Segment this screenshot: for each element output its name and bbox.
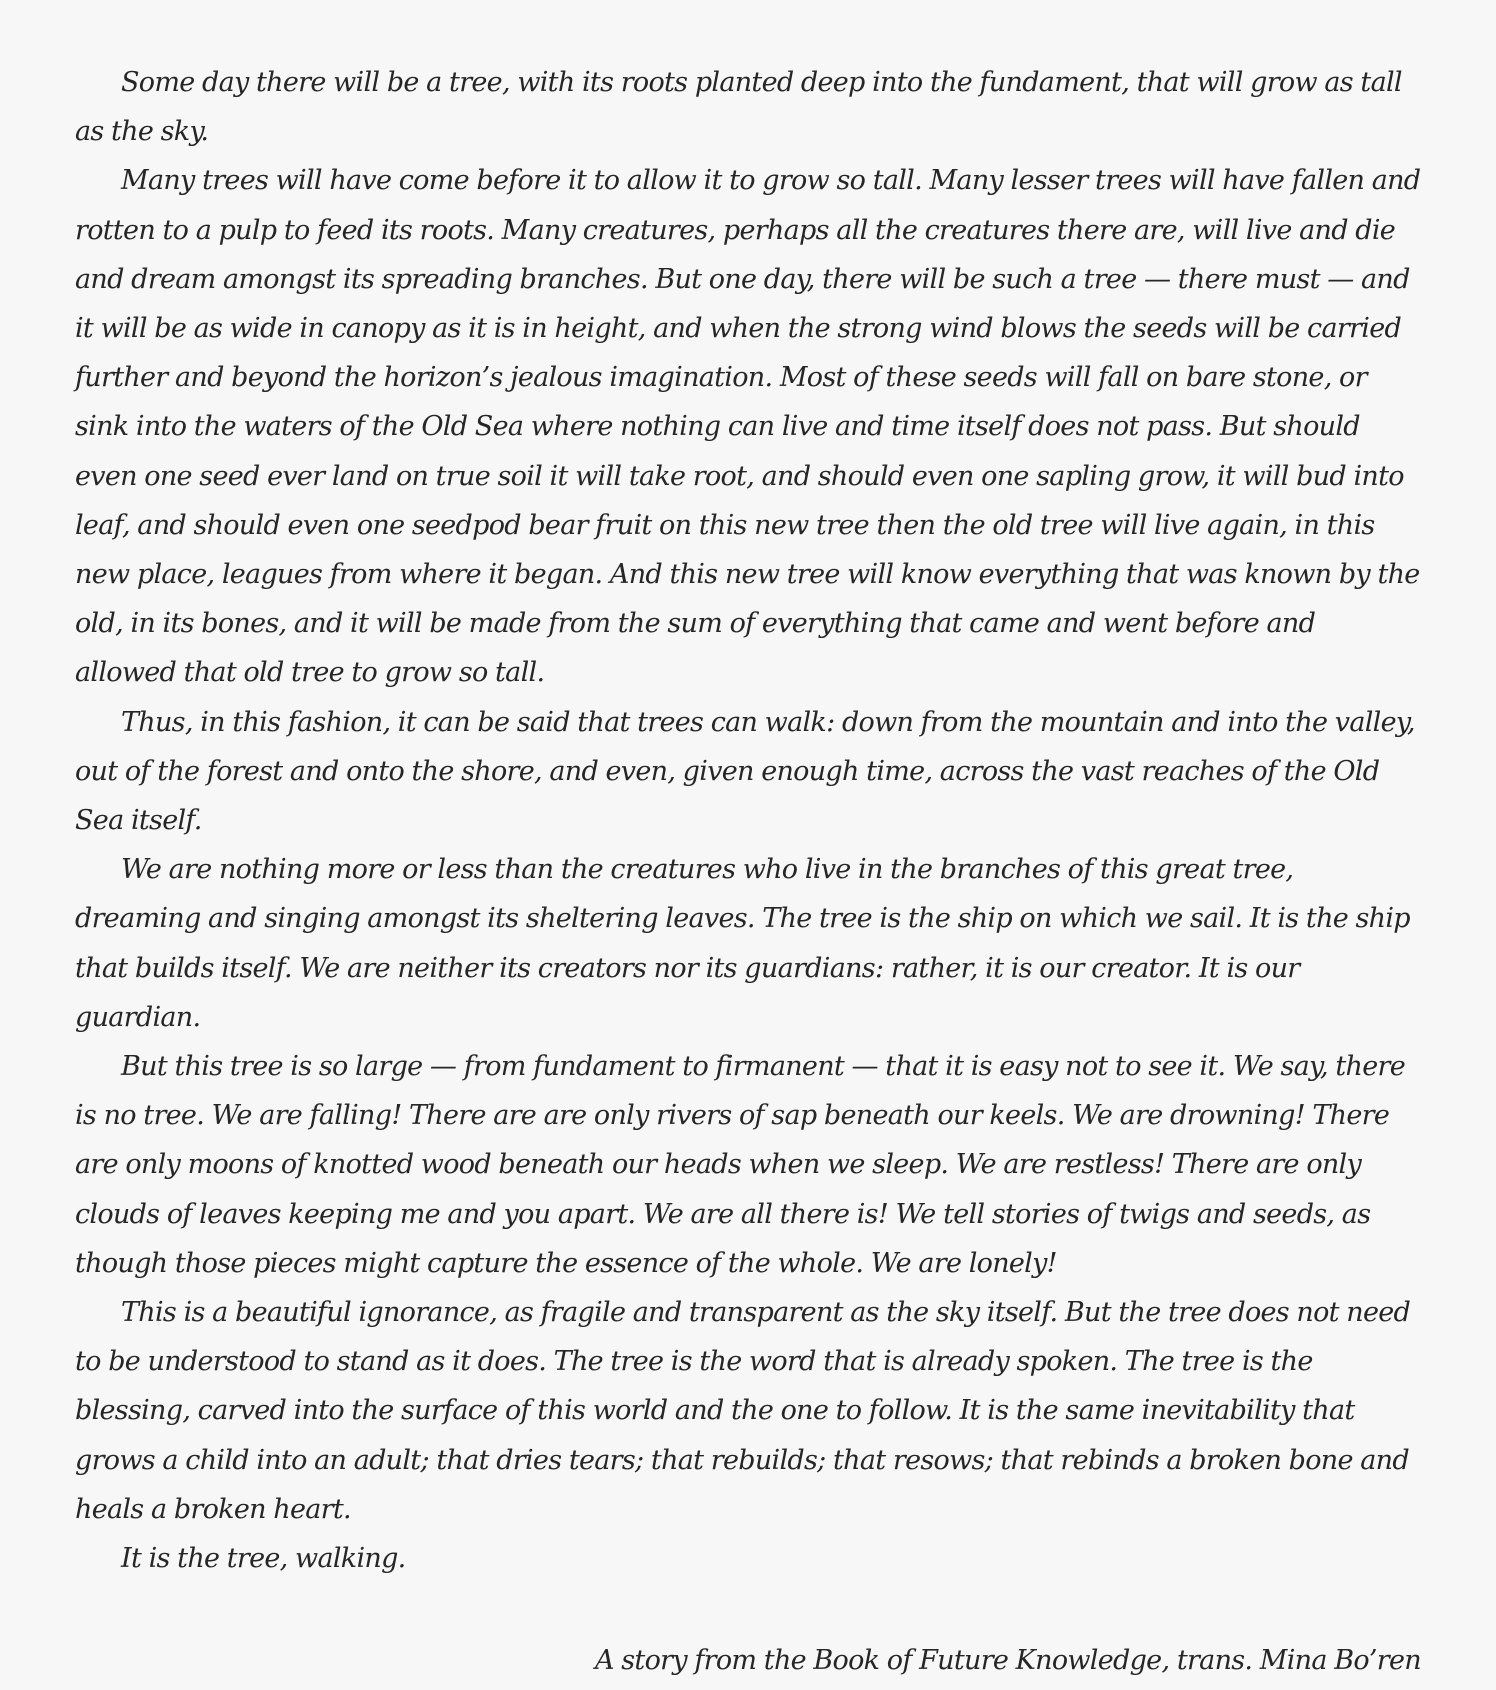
story-body <box>75 58 1421 1583</box>
paragraph-1: Some day there will be a tree, with its roots planted deep into the fundament, that will grow as tall as the sky. <box>75 67 1402 148</box>
paragraph-6: This is a beautiful ignorance, as fragile and transparent as the sky itself. But the tree does not need to be understood to stand as it does. The tree is the word that is already spoken. The tree is the blessing, carved into the surface of this world and the one to follow. It is the same inevitability that grows a child into an adult; that dries tears; that rebuilds; that resows; that rebinds a broken bone and heals a broken heart. <box>75 1297 1411 1525</box>
paragraph-7: It is the tree, walking. <box>121 1543 406 1575</box>
paragraph-2: Many trees will have come before it to allow it to grow so tall. Many lesser trees will have fallen and rotten to a pulp to feed its roots. Many creatures, perhaps all the creatures there are, will live and die and dream amongst its spreading branches. But one day, there will be such a tree — there must — and it will be as wide in canopy as it is in height, and when the strong wind blows the seeds will be carried further and beyond the horizon’s jealous imagination. Most of these seeds will fall on bare stone, or sink into the waters of the Old Sea where nothing can live and time itself does not pass. But should even one seed ever land on true soil it will take root, and should even one sapling grow, it will bud into leaf, and should even one seedpod bear fruit on this new tree then the old tree will live again, in this new place, leagues from where it began. And this new tree will know everything that was known by the old, in its bones, and it will be made from the sum of everything that came and went before and allowed that old tree to grow so tall. <box>75 165 1421 689</box>
paragraph-5: But this tree is so large — from fundament to firmanent — that it is easy not to see it. We say, there is no tree. We are falling! There are are only rivers of sap beneath our keels. We are drowning! There are only moons of knotted wood beneath our heads when we sleep. We are restless! There are only clouds of leaves keeping me and you apart. We are all there is! We tell stories of twigs and seeds, as though those pieces might capture the essence of the whole. We are lonely! <box>75 1051 1405 1279</box>
attribution: A story from the Book of Future Knowledge, trans. Mina Bo’ren <box>594 1645 1421 1677</box>
paragraph-3: Thus, in this fashion, it can be said that trees can walk: down from the mountain and into the valley, out of the forest and onto the shore, and even, given enough time, across the vast reaches of the Old Sea itself. <box>75 706 1415 837</box>
paragraph-4: We are nothing more or less than the creatures who live in the branches of this great tree, dreaming and singing amongst its sheltering leaves. The tree is the ship on which we sail. It is the ship that builds itself. We are neither its creators nor its guardians: rather, it is our creator. It is our guardian. <box>75 854 1410 1033</box>
